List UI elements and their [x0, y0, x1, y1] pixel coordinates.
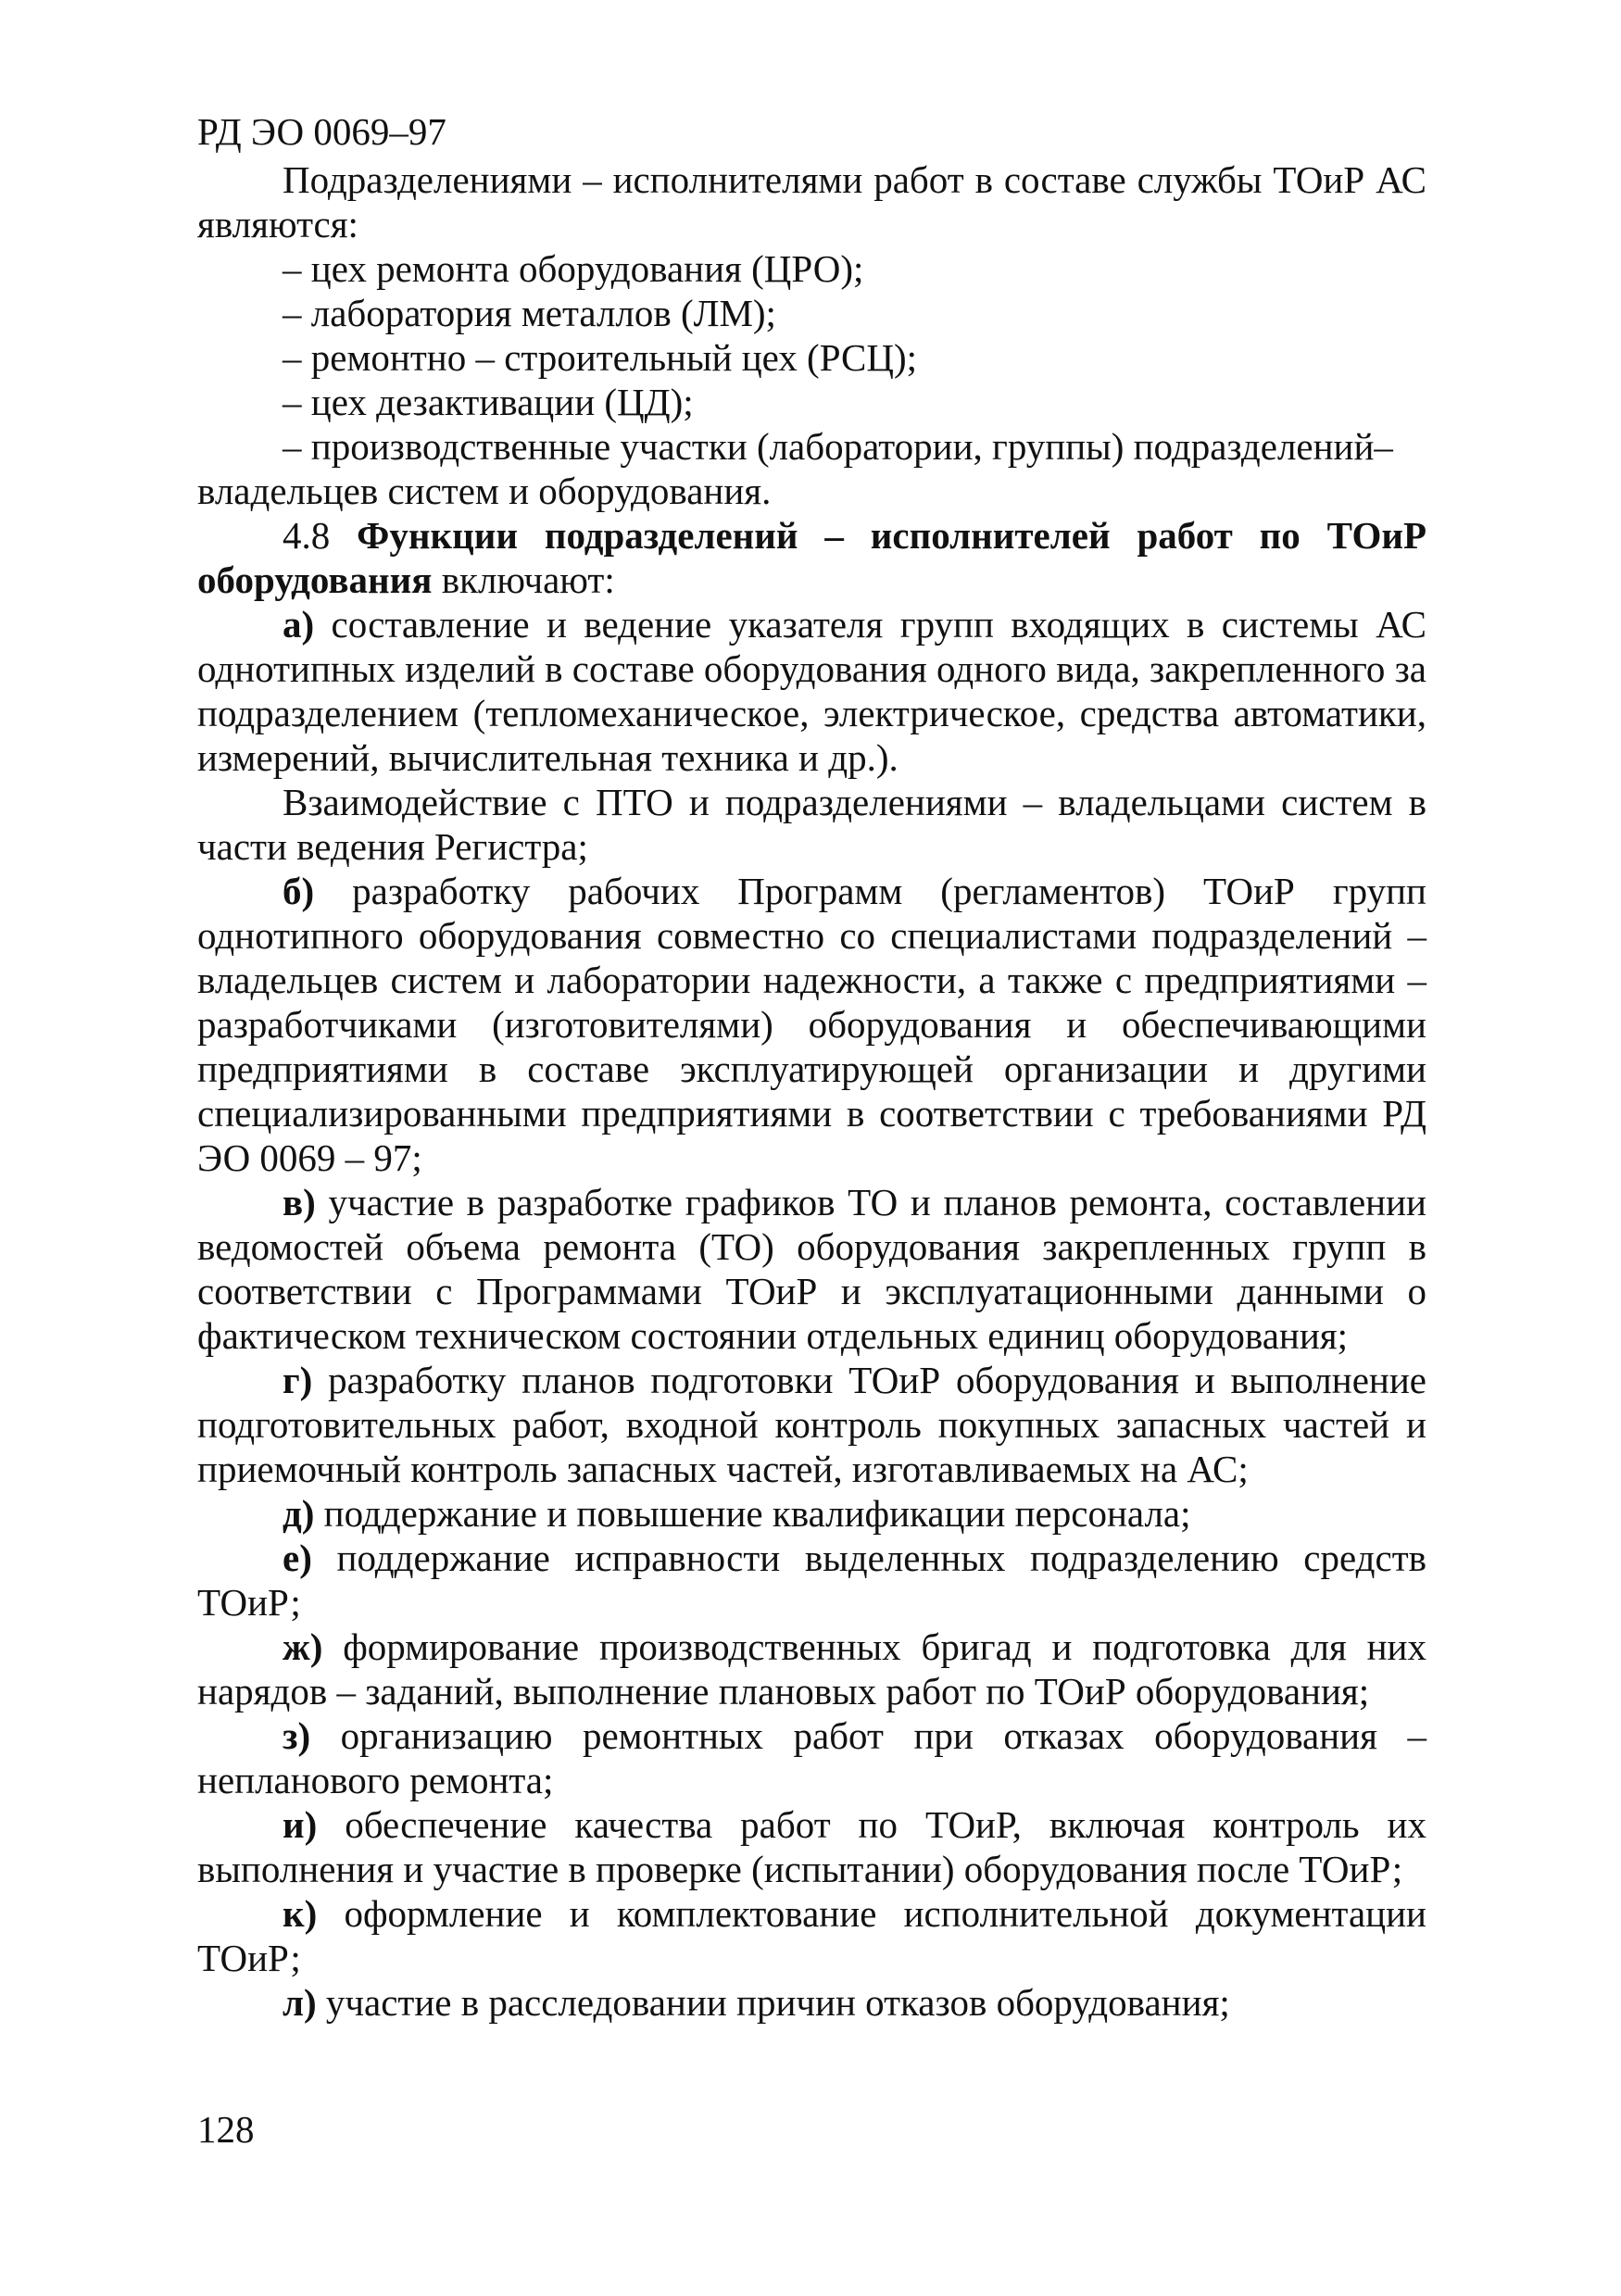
item-text: участие в разработке графиков ТО и планов ремонта, составлении ведомостей объема ремонта (ТО) оборудования закрепленных групп в соответствии с Программами ТОиР и эксплуатационными данными о фактическом техническом состоянии отдельных единиц оборудования;	[197, 1181, 1426, 1357]
function-item-z	[197, 1713, 1426, 1802]
function-item-a-extra	[197, 780, 1426, 869]
function-item-d	[197, 1491, 1426, 1536]
item-label: к)	[283, 1892, 318, 1935]
item-text: оформление и комплектование исполнительной документации ТОиР;	[197, 1892, 1426, 1979]
item-label: ж)	[283, 1625, 323, 1668]
document-body	[197, 157, 1426, 2025]
unit-list-item	[197, 335, 1426, 380]
intro-paragraph	[197, 157, 1426, 246]
unit-text: – лаборатория металлов (ЛМ);	[283, 292, 776, 334]
item-text: разработку планов подготовки ТОиР оборудования и выполнение подготовительных работ, входной контроль покупных запасных частей и приемочный контроль запасных частей, изготавливаемых на АС;	[197, 1359, 1426, 1490]
section-number: 4.8	[283, 514, 358, 557]
item-text: формирование производственных бригад и подготовка для них нарядов – заданий, выполнение плановых работ по ТОиР оборудования;	[197, 1625, 1426, 1713]
item-label: л)	[283, 1981, 317, 2024]
unit-list-item	[197, 424, 1426, 513]
item-text: организацию ремонтных работ при отказах оборудования – непланового ремонта;	[197, 1714, 1426, 1801]
item-text: обеспечение качества работ по ТОиР, включая контроль их выполнения и участие в проверке (испытании) оборудования после ТОиР;	[197, 1803, 1426, 1890]
page-number: 128	[197, 2108, 255, 2151]
item-text: разработку рабочих Программ (регламентов) ТОиР групп однотипного оборудования совместно со специалистами подразделений – владельцев систем и лаборатории надежности, а также с предприятиями – разработчиками (изготовителями) оборудования и обеспечивающими предприятиями в составе эксплуатирующей организации и другими специализированными предприятиями в соответствии с требованиями РД ЭО 0069 – 97;	[197, 870, 1426, 1179]
unit-text: – цех ремонта оборудования (ЦРО);	[283, 247, 864, 290]
function-item-b	[197, 869, 1426, 1180]
function-item-a	[197, 602, 1426, 780]
section-title-tail: включают:	[432, 558, 615, 601]
item-text: поддержание и повышение квалификации персонала;	[314, 1492, 1191, 1535]
document-code-header: РД ЭО 0069–97	[197, 110, 446, 153]
intro-text: Подразделениями – исполнителями работ в составе службы ТОиР АС являются:	[197, 158, 1426, 245]
item-text: участие в расследовании причин отказов оборудования;	[316, 1981, 1230, 2024]
unit-list-item	[197, 380, 1426, 424]
section-heading	[197, 513, 1426, 602]
unit-list-item	[197, 246, 1426, 291]
function-item-v	[197, 1180, 1426, 1358]
unit-text: – цех дезактивации (ЦД);	[283, 381, 694, 423]
item-text: составление и ведение указателя групп входящих в системы АС однотипных изделий в составе оборудования одного вида, закрепленного за подразделением (тепломеханическое, электрическое, средства автоматики, измерений, вычислительная техника и др.).	[197, 603, 1426, 779]
function-item-g	[197, 1358, 1426, 1491]
function-item-e	[197, 1536, 1426, 1625]
item-text: поддержание исправности выделенных подразделению средств ТОиР;	[197, 1537, 1426, 1624]
item-label: а)	[283, 603, 315, 646]
item-label: д)	[283, 1492, 315, 1535]
unit-text: – ремонтно – строительный цех (РСЦ);	[283, 336, 918, 379]
function-item-zh	[197, 1625, 1426, 1713]
section-title: Функции подразделений – исполнителей работ по ТОиР оборудования	[197, 514, 1427, 601]
item-label: б)	[283, 870, 315, 912]
function-item-i	[197, 1802, 1426, 1891]
item-label: и)	[283, 1803, 318, 1846]
item-text: Взаимодействие с ПТО и подразделениями – владельцами систем в части ведения Регистра;	[197, 781, 1426, 868]
unit-text: – производственные участки (лаборатории, группы) подразделений–	[283, 425, 1393, 468]
unit-list-item	[197, 291, 1426, 335]
item-label: г)	[283, 1359, 313, 1401]
function-item-l	[197, 1980, 1426, 2025]
function-item-k	[197, 1891, 1426, 1980]
item-label: е)	[283, 1537, 312, 1579]
item-label: в)	[283, 1181, 316, 1223]
item-label: з)	[283, 1714, 311, 1757]
unit-text-continuation: владельцев систем и оборудования.	[197, 470, 772, 512]
